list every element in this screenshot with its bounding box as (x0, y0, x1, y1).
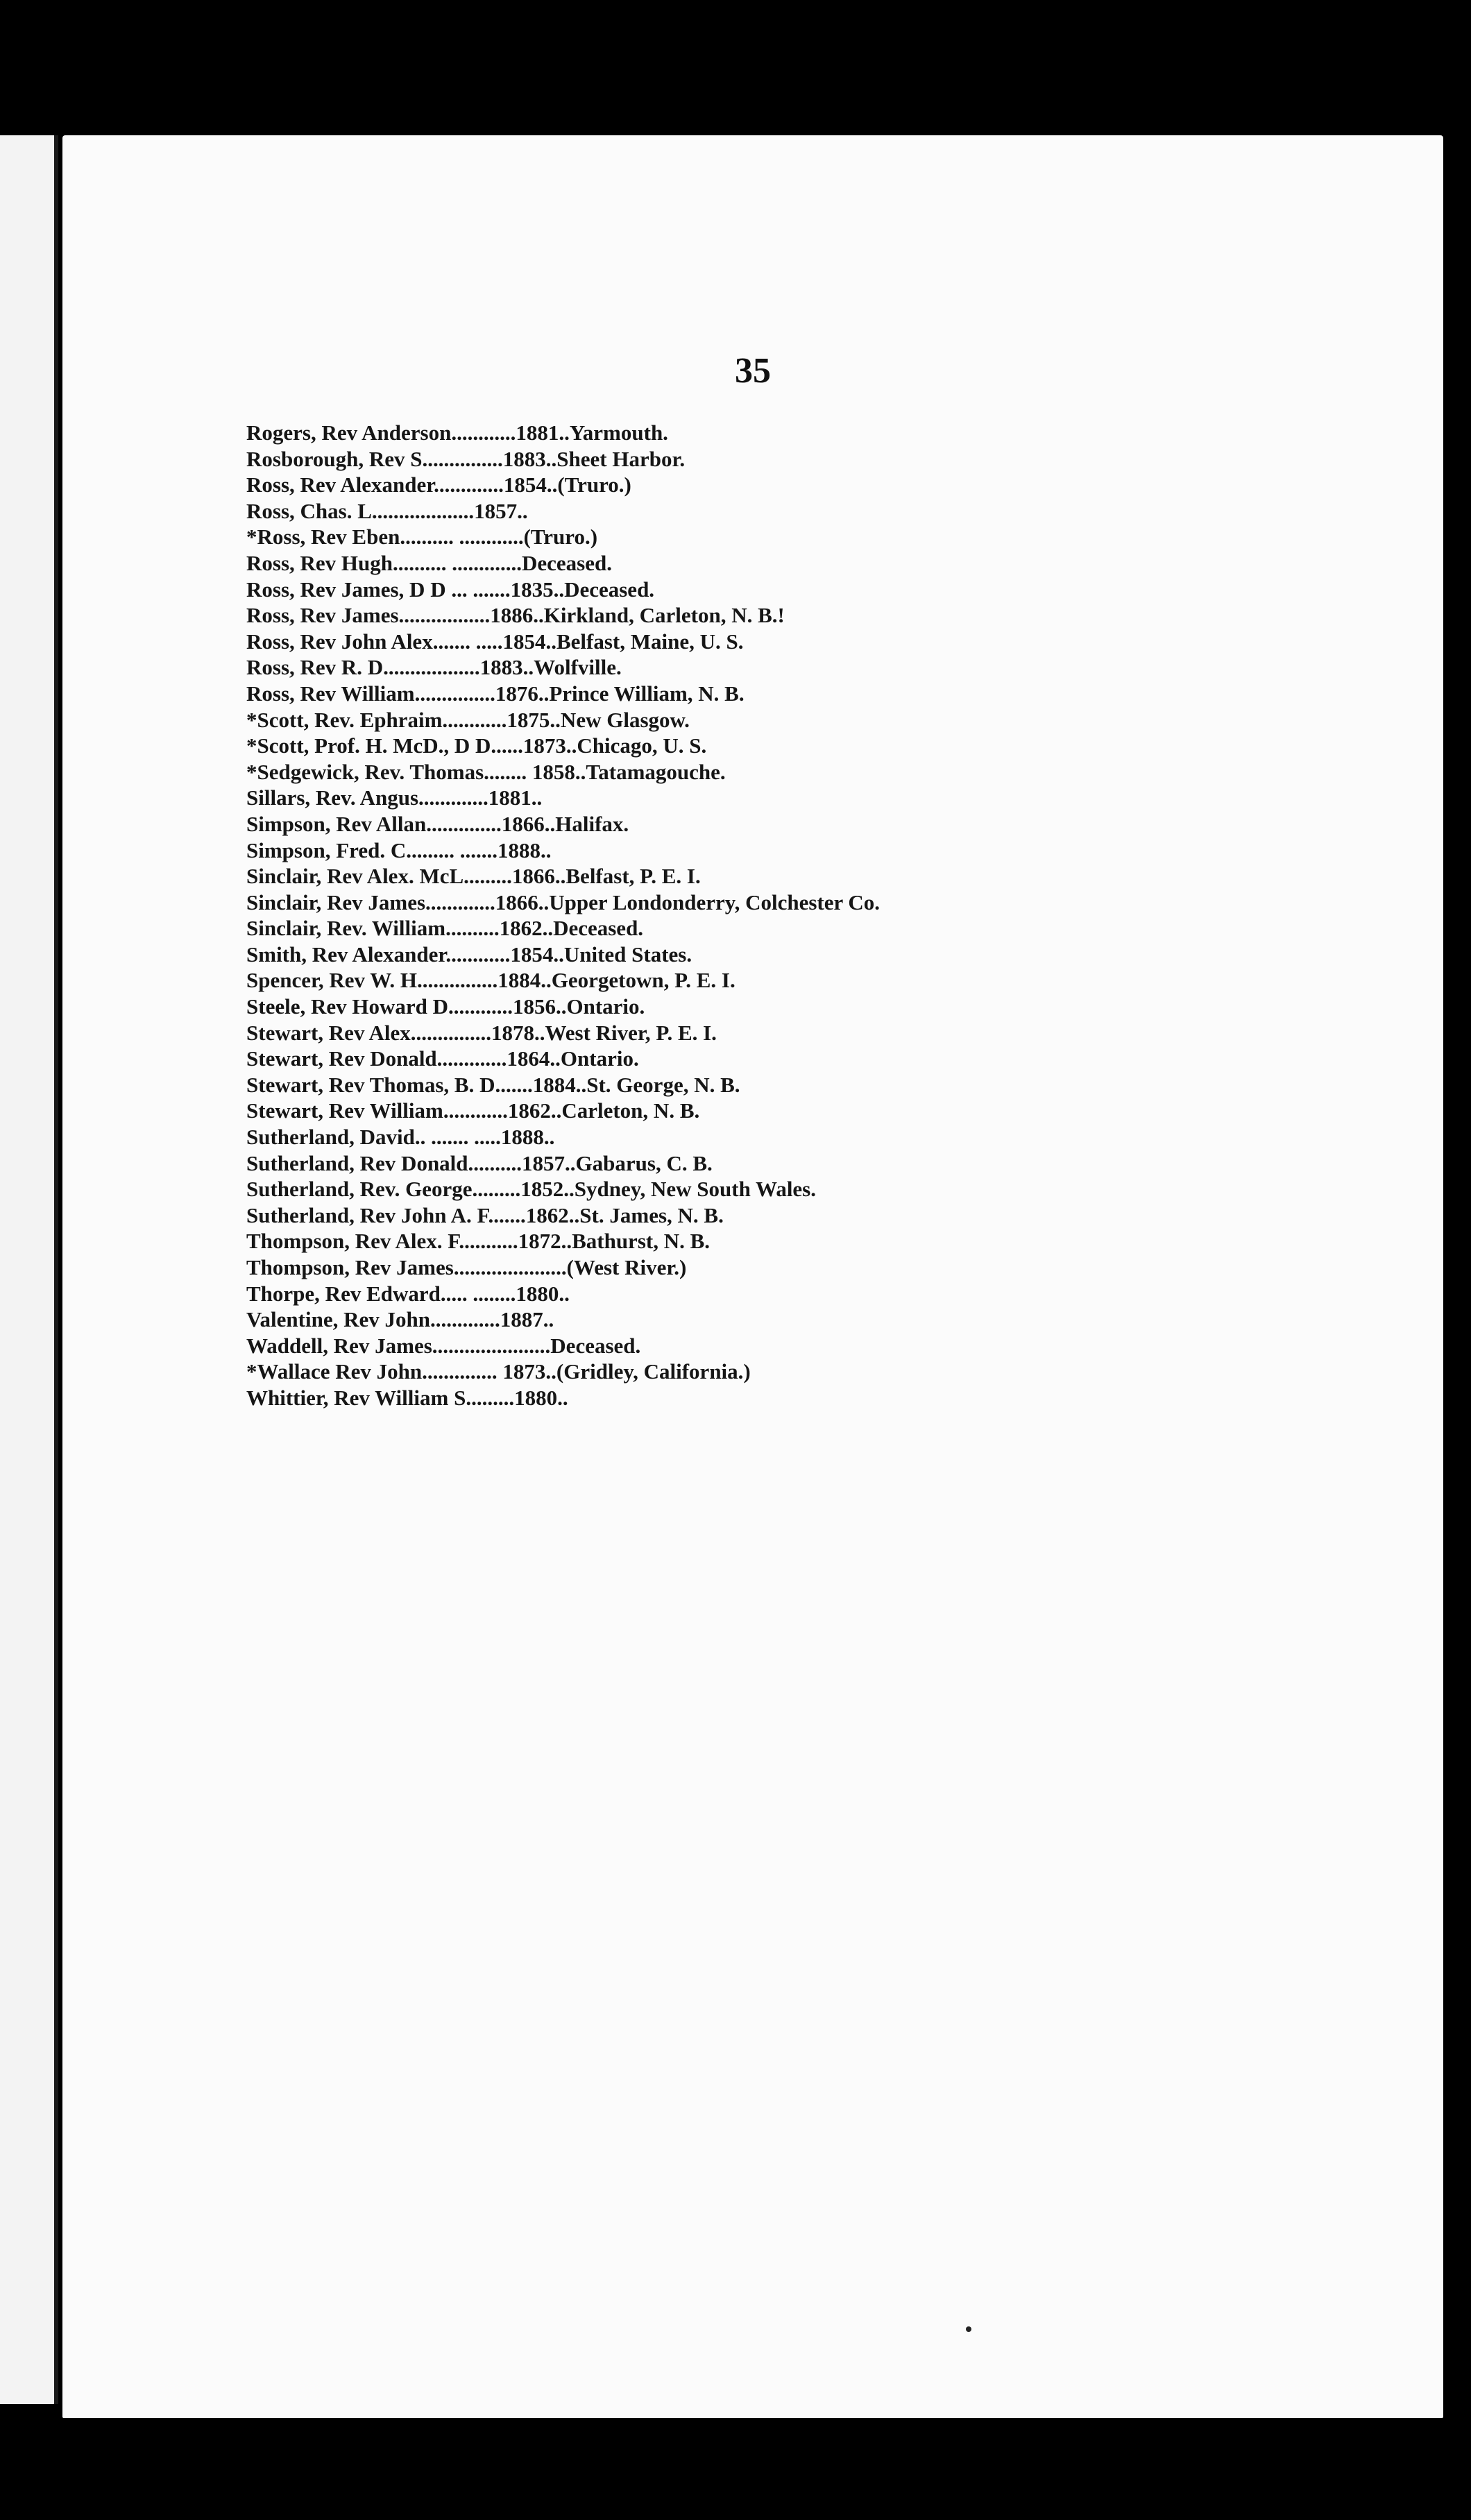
entry-text: Ross, Rev John Alex....... .....1854..Belfast, Maine, U. S. (246, 629, 744, 654)
entry-text: Thompson, Rev James.....................(West River.) (246, 1255, 687, 1279)
list-item (246, 1281, 880, 1307)
list-item (246, 1150, 880, 1177)
list-item (246, 1202, 880, 1229)
entry-text: *Scott, Rev. Ephraim............1875..New Glasgow. (246, 707, 690, 732)
entry-text: Rosborough, Rev S...............1883..Sheet Harbor. (246, 446, 686, 471)
entry-text: Ross, Rev R. D..................1883..Wolfville. (246, 655, 622, 680)
list-item (246, 1359, 880, 1385)
list-item (246, 1228, 880, 1254)
previous-page-edge (0, 135, 58, 2404)
page-number: 35 (735, 351, 771, 391)
entry-text: Valentine, Rev John.............1887.. (246, 1307, 554, 1332)
list-item (246, 602, 880, 629)
entry-text: Sinclair, Rev Alex. McL.........1866..Belfast, P. E. I. (246, 864, 701, 889)
entry-text: Stewart, Rev Donald.............1864..Ontario. (246, 1046, 639, 1071)
entry-text: *Scott, Prof. H. McD., D D......1873..Chicago, U. S. (246, 733, 707, 758)
entry-text: Steele, Rev Howard D............1856..Ontario. (246, 994, 645, 1019)
entry-text: Smith, Rev Alexander............1854..United States. (246, 942, 692, 967)
list-item (246, 1254, 880, 1281)
list-item (246, 994, 880, 1020)
entry-text: Sutherland, Rev John A. F.......1862..St. James, N. B. (246, 1202, 724, 1227)
list-item (246, 654, 880, 681)
ministers-list (246, 420, 880, 1411)
entry-text: Ross, Rev James.................1886..Kirkland, Carleton, N. B.! (246, 603, 785, 628)
entry-text: Ross, Rev William...............1876..Prince William, N. B. (246, 681, 745, 706)
entry-text: Sillars, Rev. Angus.............1881.. (246, 785, 543, 810)
entry-text: Ross, Rev Hugh.......... .............Deceased. (246, 550, 612, 575)
entry-text: Ross, Rev Alexander.............1854..(Truro.) (246, 472, 631, 497)
entry-text: Stewart, Rev William............1862..Carleton, N. B. (246, 1098, 700, 1123)
list-item (246, 498, 880, 525)
list-item (246, 707, 880, 733)
entry-text: Stewart, Rev Alex...............1878..West River, P. E. I. (246, 1020, 717, 1045)
entry-text: Whittier, Rev William S.........1880.. (246, 1385, 568, 1410)
list-item (246, 420, 880, 446)
entry-text: Sutherland, Rev. George.........1852..Sydney, New South Wales. (246, 1177, 817, 1202)
list-item (246, 524, 880, 550)
list-item (246, 550, 880, 577)
list-item (246, 1098, 880, 1124)
list-item (246, 681, 880, 707)
entry-text: Sinclair, Rev James.............1866..Upper Londonderry, Colchester Co. (246, 889, 881, 914)
list-item (246, 577, 880, 603)
list-item (246, 967, 880, 994)
entry-text: Thorpe, Rev Edward..... ........1880.. (246, 1281, 570, 1306)
list-item (246, 1176, 880, 1202)
entry-text: *Sedgewick, Rev. Thomas........ 1858..Tatamagouche. (246, 759, 726, 784)
entry-text: *Wallace Rev John.............. 1873..(Gridley, California.) (246, 1359, 751, 1384)
list-item (246, 1124, 880, 1150)
list-item (246, 472, 880, 498)
list-item (246, 1020, 880, 1046)
list-item (246, 1046, 880, 1072)
entry-text: Ross, Rev James, D D ... .......1835..Deceased. (246, 577, 655, 602)
entry-text: Rogers, Rev Anderson............1881..Yarmouth. (246, 420, 668, 445)
entry-text: Ross, Chas. L...................1857.. (246, 498, 528, 523)
list-item (246, 811, 880, 837)
list-item (246, 733, 880, 759)
list-item (246, 629, 880, 655)
list-item (246, 915, 880, 942)
list-item (246, 889, 880, 916)
list-item (246, 785, 880, 811)
entry-text: Thompson, Rev Alex. F...........1872..Bathurst, N. B. (246, 1229, 711, 1254)
list-item (246, 1385, 880, 1411)
list-item (246, 863, 880, 889)
entry-text: Sutherland, David.. ....... .....1888.. (246, 1125, 555, 1150)
entry-text: Spencer, Rev W. H...............1884..Georgetown, P. E. I. (246, 968, 736, 993)
list-item (246, 837, 880, 864)
document-page (62, 135, 1443, 2418)
ink-speck (966, 2326, 971, 2332)
entry-text: *Ross, Rev Eben.......... ............(Truro.) (246, 525, 598, 550)
entry-text: Sinclair, Rev. William..........1862..Deceased. (246, 916, 644, 941)
entry-text: Simpson, Fred. C......... .......1888.. (246, 837, 552, 862)
list-item (246, 1072, 880, 1098)
list-item (246, 446, 880, 472)
entry-text: Stewart, Rev Thomas, B. D.......1884..St. George, N. B. (246, 1072, 740, 1097)
list-item (246, 1306, 880, 1333)
list-item (246, 942, 880, 968)
list-item (246, 759, 880, 785)
entry-text: Sutherland, Rev Donald..........1857..Gabarus, C. B. (246, 1150, 713, 1175)
entry-text: Simpson, Rev Allan..............1866..Halifax. (246, 811, 629, 836)
list-item (246, 1333, 880, 1359)
entry-text: Waddell, Rev James......................Deceased. (246, 1333, 641, 1358)
